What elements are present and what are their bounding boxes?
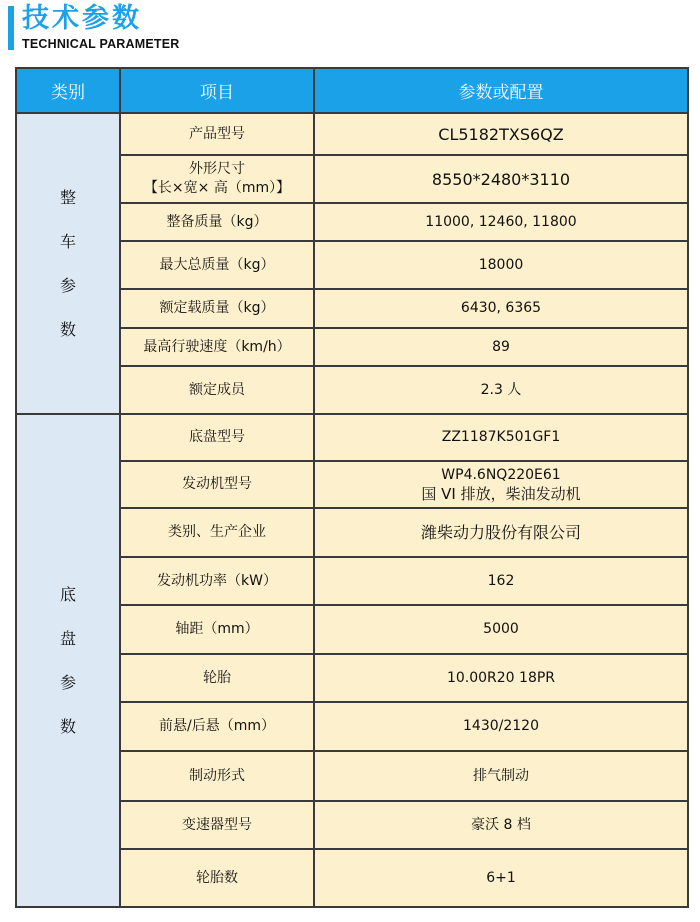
- category-char: 底: [59, 584, 76, 604]
- item-value: 潍柴动力股份有限公司: [314, 508, 688, 557]
- item-value: 11000, 12460, 11800: [314, 203, 688, 241]
- item-value: 6+1: [314, 849, 688, 907]
- item-value: 10.00R20 18PR: [314, 654, 688, 702]
- item-value-line2: 国 VI 排放，柴油发动机: [421, 484, 581, 503]
- category-char: 参: [59, 672, 76, 692]
- item-value: 18000: [314, 241, 688, 289]
- item-value: 1430/2120: [314, 702, 688, 751]
- item-value: [314, 461, 688, 508]
- column-header-category: 类别: [16, 68, 120, 113]
- table-header-row: [16, 68, 688, 113]
- item-label: [120, 155, 314, 203]
- item-value: 5000: [314, 605, 688, 654]
- category-char: 参: [59, 275, 76, 295]
- category-char: 盘: [59, 628, 76, 648]
- item-label: 最高行驶速度（km/h）: [120, 328, 314, 366]
- item-value: 8550*2480*3110: [314, 155, 688, 203]
- item-label: 轴距（mm）: [120, 605, 314, 654]
- item-label: 轮胎数: [120, 849, 314, 907]
- item-label: 额定成员: [120, 366, 314, 414]
- category-char: 车: [59, 231, 76, 251]
- item-label: 额定载质量（kg）: [120, 289, 314, 328]
- item-value: 2.3 人: [314, 366, 688, 414]
- item-label: 发动机功率（kW）: [120, 557, 314, 605]
- table-row: [16, 414, 688, 461]
- table-row: [16, 113, 688, 155]
- spec-table: [15, 67, 689, 908]
- item-value: 89: [314, 328, 688, 366]
- item-label-line2: 【长×宽× 高（mm）】: [143, 180, 291, 196]
- item-value-line1: WP4.6NQ220E61: [441, 466, 561, 483]
- page-subtitle: TECHNICAL PARAMETER: [22, 37, 180, 51]
- title-accent-bar: [8, 6, 14, 50]
- category-cell-vehicle: [16, 113, 120, 414]
- item-value: 排气制动: [314, 751, 688, 801]
- column-header-value: 参数或配置: [314, 68, 688, 113]
- item-label: 类别、生产企业: [120, 508, 314, 557]
- item-value: ZZ1187K501GF1: [314, 414, 688, 461]
- item-label-line1: 外形尺寸: [189, 161, 245, 177]
- item-value: 162: [314, 557, 688, 605]
- category-char: 数: [59, 716, 76, 736]
- item-value: 6430, 6365: [314, 289, 688, 328]
- item-value: 豪沃 8 档: [314, 801, 688, 849]
- category-cell-chassis: [16, 414, 120, 907]
- item-label: 整备质量（kg）: [120, 203, 314, 241]
- page-title: 技术参数: [22, 3, 142, 34]
- column-header-item: 项目: [120, 68, 314, 113]
- item-label: 前悬/后悬（mm）: [120, 702, 314, 751]
- item-label: 最大总质量（kg）: [120, 241, 314, 289]
- item-label: 发动机型号: [120, 461, 314, 508]
- category-char: 数: [59, 319, 76, 339]
- item-label: 底盘型号: [120, 414, 314, 461]
- item-value: CL5182TXS6QZ: [314, 113, 688, 155]
- category-char: 整: [59, 187, 76, 207]
- item-label: 产品型号: [120, 113, 314, 155]
- item-label: 变速器型号: [120, 801, 314, 849]
- item-label: 制动形式: [120, 751, 314, 801]
- item-label: 轮胎: [120, 654, 314, 702]
